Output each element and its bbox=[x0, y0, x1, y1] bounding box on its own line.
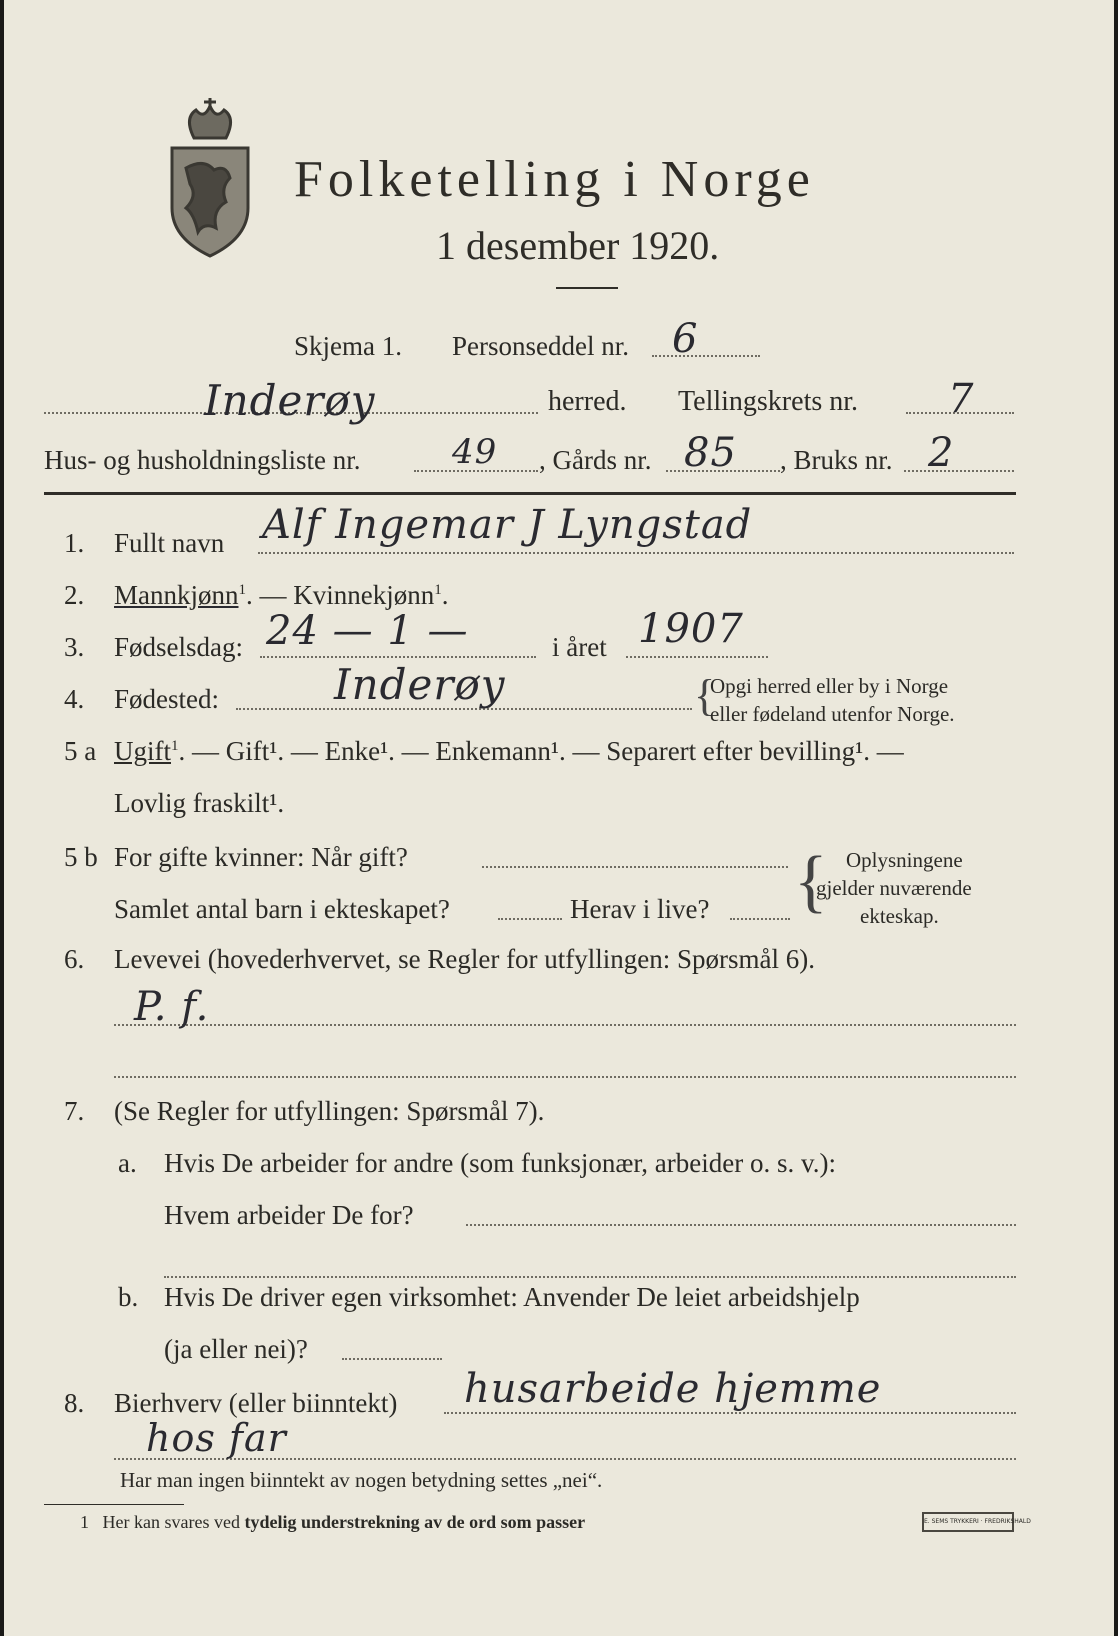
separator: . — bbox=[246, 580, 294, 610]
side-income-value-2: hos far bbox=[146, 1416, 287, 1460]
personseddel-line bbox=[652, 355, 760, 357]
marriage-note-1: Oplysningene bbox=[846, 848, 963, 872]
q5a-number: 5 a bbox=[64, 736, 97, 766]
census-form bbox=[4, 0, 1114, 1636]
coat-of-arms-icon bbox=[164, 98, 256, 260]
married-when-label: For gifte kvinner: Når gift? bbox=[114, 842, 408, 872]
birthplace-note-2: eller fødeland utenfor Norge. bbox=[710, 702, 955, 726]
hus-value: 49 bbox=[452, 432, 498, 472]
gards-label: , Gårds nr. bbox=[539, 445, 652, 475]
footnote bbox=[80, 1512, 585, 1533]
q6-number: 6. bbox=[64, 944, 85, 974]
printer-stamp: E. SEMS TRYKKERI · FREDRIKSHALD bbox=[922, 1512, 1014, 1532]
full-name-value: Alf Ingemar J Lyngstad bbox=[262, 502, 753, 548]
hired-help-label: (ja eller nei)? bbox=[164, 1334, 308, 1364]
skjema-label: Skjema 1. bbox=[294, 331, 402, 361]
footnote-text: Her kan svares ved bbox=[102, 1512, 245, 1532]
children-alive-label: Herav i live? bbox=[570, 894, 710, 924]
q3-label: Fødselsdag: bbox=[114, 632, 244, 662]
q4-label: Fødested: bbox=[114, 684, 219, 714]
birthplace-note-1: Opgi herred eller by i Norge bbox=[710, 674, 949, 698]
marriage-note-3: ekteskap. bbox=[860, 904, 939, 928]
footnote-ref: 1 bbox=[238, 582, 246, 598]
q7b-question: Hvis De driver egen virksomhet: Anvender De leiet arbeidshjelp bbox=[164, 1282, 860, 1312]
married-when-line bbox=[482, 866, 788, 868]
q1-line bbox=[258, 552, 1014, 554]
bruks-label: , Bruks nr. bbox=[780, 445, 893, 475]
q7-label: (Se Regler for utfyllingen: Spørsmål 7). bbox=[114, 1096, 545, 1126]
q7b-letter: b. bbox=[118, 1282, 139, 1312]
bruks-value: 2 bbox=[928, 430, 955, 476]
header-separator bbox=[44, 492, 1016, 495]
side-income-line-1 bbox=[444, 1412, 1016, 1414]
birthplace-value: Inderøy bbox=[334, 660, 506, 709]
female-option: Kvinnekjønn bbox=[293, 580, 435, 610]
period: . bbox=[441, 580, 449, 610]
marital-other-options: . — Gift¹. — Enke¹. — Enkemann¹. — Separert efter bevilling¹. — bbox=[178, 736, 904, 766]
footnote-ref: 1 bbox=[434, 582, 442, 598]
q2-number: 2. bbox=[64, 580, 85, 610]
q7a-question: Hvis De arbeider for andre (som funksjonær, arbeider o. s. v.): bbox=[164, 1148, 836, 1178]
herred-label: herred. bbox=[548, 386, 627, 417]
footnote-text-bold: tydelig understrekning av de ord som passer bbox=[244, 1512, 586, 1532]
bruks-line bbox=[904, 470, 1014, 472]
children-alive-line bbox=[730, 918, 790, 920]
q7a-letter: a. bbox=[118, 1148, 137, 1178]
employer-line bbox=[466, 1224, 1016, 1226]
title-rule bbox=[556, 287, 618, 289]
children-total-label: Samlet antal barn i ekteskapet? bbox=[114, 894, 450, 924]
q5b-number: 5 b bbox=[64, 842, 98, 872]
employer-label: Hvem arbeider De for? bbox=[164, 1200, 414, 1230]
employer-line-2 bbox=[164, 1276, 1016, 1278]
year-label: i året bbox=[552, 632, 607, 662]
q4-number: 4. bbox=[64, 684, 85, 714]
occupation-value: P. f. bbox=[134, 984, 210, 1030]
personseddel-label: Personseddel nr. bbox=[452, 331, 629, 361]
form-title: Folketelling i Norge bbox=[294, 151, 815, 208]
side-income-value-1: husarbeide hjemme bbox=[464, 1366, 882, 1412]
herred-value: Inderøy bbox=[204, 376, 376, 425]
birthdate-value: 24 — 1 — bbox=[266, 608, 469, 654]
q7-number: 7. bbox=[64, 1096, 85, 1126]
gards-value: 85 bbox=[684, 430, 737, 476]
occupation-line-1 bbox=[114, 1024, 1016, 1026]
gender-options bbox=[114, 580, 449, 611]
divorced-option: Lovlig fraskilt¹. bbox=[114, 788, 285, 818]
marital-options: Ugift$^1$. — Gift¹. — Enke¹. — Enkemann¹. — Separert efter bevilling¹. — bbox=[114, 736, 904, 766]
census-date: 1 desember 1920. bbox=[436, 223, 720, 268]
birth-year-value: 1907 bbox=[638, 606, 744, 652]
side-income-label: Bierhverv (eller biinntekt) bbox=[114, 1388, 398, 1418]
q1-label: Fullt navn bbox=[114, 528, 225, 558]
male-option: Mannkjønn bbox=[114, 580, 239, 610]
footnote-mark: 1 bbox=[80, 1512, 89, 1532]
personseddel-value: 6 bbox=[672, 316, 699, 362]
footnote-rule bbox=[44, 1504, 184, 1505]
occupation-label: Levevei (hovederhvervet, se Regler for utfyllingen: Spørsmål 6). bbox=[114, 944, 816, 974]
children-total-line bbox=[498, 918, 562, 920]
brace: { bbox=[694, 671, 716, 720]
brace: { bbox=[794, 843, 828, 920]
tellingskrets-value: 7 bbox=[948, 376, 975, 422]
q8-number: 8. bbox=[64, 1388, 85, 1418]
occupation-line-2 bbox=[114, 1076, 1016, 1078]
marriage-note-2: gjelder nuværende bbox=[816, 876, 972, 900]
side-income-note: Har man ingen biinntekt av nogen betydning settes „nei“. bbox=[120, 1468, 603, 1492]
hired-help-line bbox=[342, 1358, 442, 1360]
q3-number: 3. bbox=[64, 632, 85, 662]
q1-number: 1. bbox=[64, 528, 85, 558]
year-line bbox=[626, 656, 768, 658]
unmarried-option: Ugift bbox=[114, 736, 171, 766]
hus-label: Hus- og husholdningsliste nr. bbox=[44, 445, 361, 475]
birthdate-line bbox=[260, 656, 536, 658]
tellingskrets-label: Tellingskrets nr. bbox=[678, 386, 859, 417]
